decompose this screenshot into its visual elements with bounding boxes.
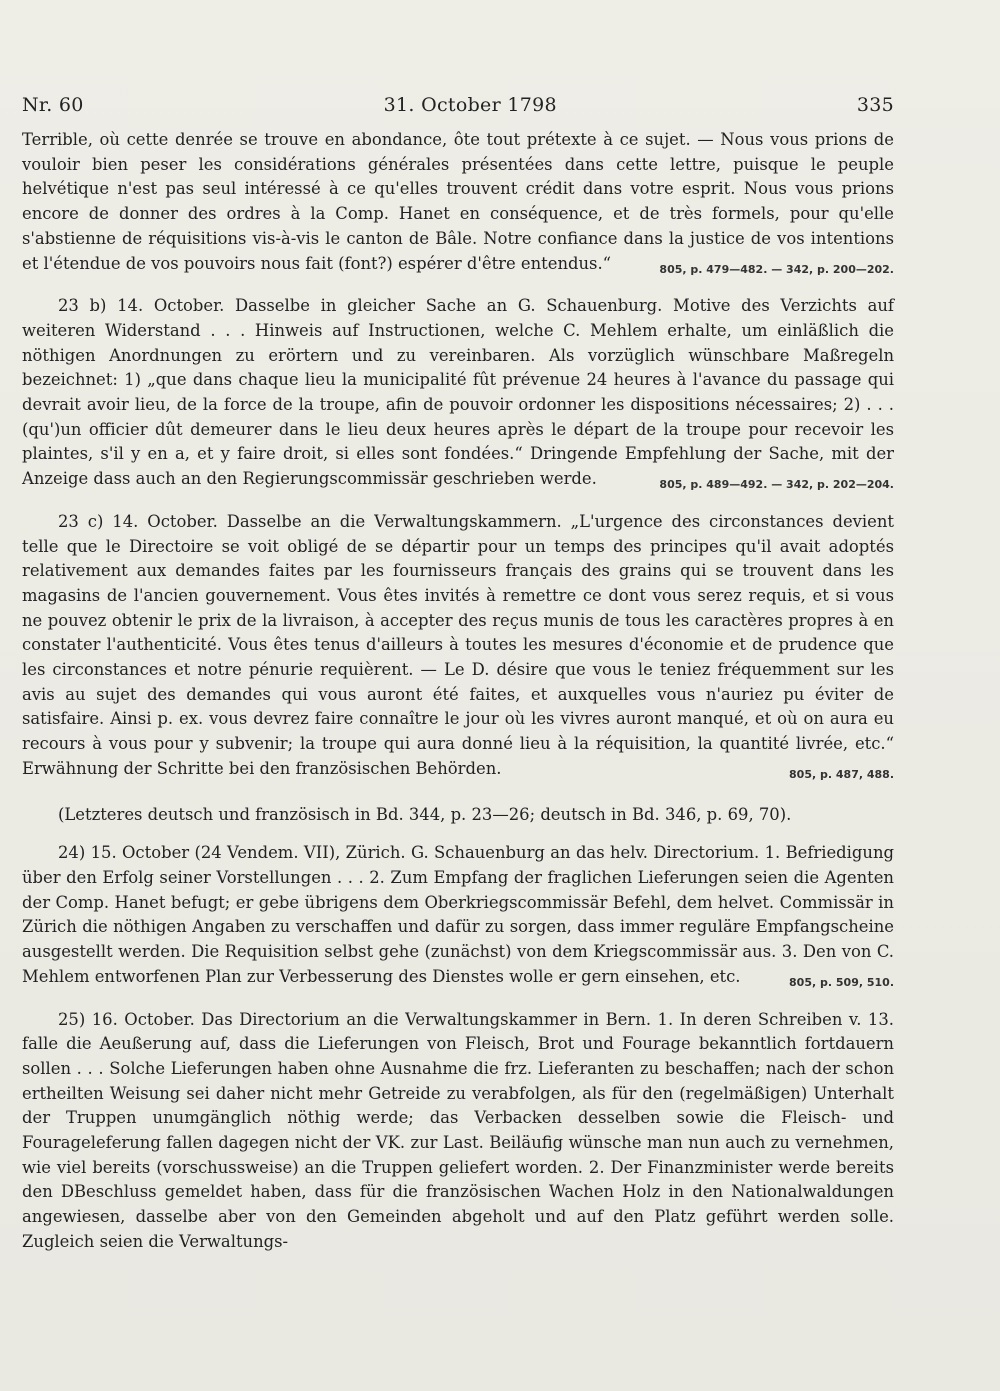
note-paragraph — [22, 803, 894, 828]
page-number: 335 — [856, 94, 894, 116]
paragraph-text: (Letzteres deutsch und französisch in Bd. 344, p. 23—26; deutsch in Bd. 346, p. 69, 70). — [58, 804, 792, 824]
entry-25 — [22, 1008, 894, 1255]
document-number: Nr. 60 — [22, 94, 84, 116]
entry-24 — [22, 841, 894, 989]
paragraph-text: 25) 16. October. Das Directorium an die Verwaltungskammer in Bern. 1. In deren Schreiben v. 13. falle die Aeußerung auf, dass die Lieferungen von Fleisch, Brot und Fourage bekanntlich fortdauern sollen . . . Solche Lieferungen haben ohne Ausnahme die frz. Lieferanten zu beschaffen; nach der schon ertheilten Weisung sei daher nicht mehr Getreide zu verabfolgen, als für den (regelmäßigen) Unterhalt der Truppen unumgänglich nöthig werde; das Verbacken desselben sowie die Fleisch- und Fourageleferung fallen dagegen nicht der VK. zur Last. Beiläufig wünsche man nun auch zu vernehmen, wie viel bereits (vorschussweise) an die Truppen geliefert worden. 2. Der Finanzminister werde bereits den DBeschluss gemeldet haben, dass für die französischen Wachen Holz in den Nationalwaldungen angewiesen, dasselbe aber von den Gemeinden abgeholt und auf den Platz geführt werden solle. Zugleich seien die Verwaltungs- — [22, 1009, 894, 1251]
paragraph-text: 24) 15. October (24 Vendem. VII), Zürich. G. Schauenburg an das helv. Directorium. 1. Befriedigung über den Erfolg seiner Vorstellungen . . . 2. Zum Empfang der fraglichen Lieferungen seien die Agenten der Comp. Hanet befugt; er gebe übrigens dem Oberkriegscommissär Befehl, dem helvet. Commissär in Zürich die nöthigen Angaben zu verschaffen und dafür zu sorgen, dass immer reguläre Empfangscheine ausgestellt werden. Die Requisition selbst gehe (zunächst) von dem Kriegscommissär aus. 3. Den von C. Mehlem entworfenen Plan zur Verbesserung des Dienstes wolle er gern einsehen, etc. — [22, 843, 894, 986]
entry-23b — [22, 294, 894, 492]
page-header — [22, 94, 894, 116]
archive-reference: 805, p. 489—492. — 342, p. 202—204. — [659, 478, 894, 492]
page-body — [22, 128, 894, 1255]
archive-reference: 805, p. 479—482. — 342, p. 200—202. — [659, 262, 894, 276]
paragraph-text: Terrible, où cette denrée se trouve en abondance, ôte tout prétexte à ce sujet. — Nous vous prions de vouloir bien peser les considérations générales présentées dans cette lettre, puisque le peuple helvétique n'est pas seul intéressé à ce qu'elles trouvent crédit dans votre esprit. Nous vous prions encore de donner des ordres à la Comp. Hanet en conséquence, et de très formels, pour qu'elle s'abstienne de réquisitions vis-à-vis le canton de Bâle. Notre confiance dans la justice de vos intentions et l'étendue de vos pouvoirs nous fait (font?) espérer d'être entendus.“ — [22, 130, 894, 273]
paragraph-continuation — [22, 128, 894, 276]
paragraph-text: 23 c) 14. October. Dasselbe an die Verwaltungskammern. „L'urgence des circonstances devient telle que le Directoire se voit obligé de se départir pour un temps des principes qu'il avait adoptés relativement aux demandes faites par les fournisseurs français des grains qui se trouvent dans les magasins de l'ancien gouvernement. Vous êtes invités à remettre ce dont vous serez requis, et si vous ne pouvez obtenir le prix de la livraison, à accepter des reçus munis de tous les caractères propres à en constater l'authenticité. Vous êtes tenus d'ailleurs à toutes les mesures d'économie et de prudence que les circonstances et notre pénurie requièrent. — Le D. désire que vous le teniez fréquemment sur les avis au sujet des demandes qui vous auront été faites, et auxquelles vous n'auriez pu éviter de satisfaire. Ainsi p. ex. vous devrez faire connaître le jour où les vivres auront manqué, et où on aura eu recours à vous pour y subvenir; la troupe qui aura donné lieu à la réquisition, la quantité livrée, etc.“ Erwähnung der Schritte bei den französischen Behörden. — [22, 511, 894, 778]
header-date: 31. October 1798 — [383, 94, 557, 116]
paragraph-text: 23 b) 14. October. Dasselbe in gleicher Sache an G. Schauenburg. Motive des Verzichts auf weiteren Widerstand . . . Hinweis auf Instructionen, welche C. Mehlem erhalte, um einläßlich die nöthigen Anordnungen zu erörtern und zu vereinbaren. Als vorzüglich wünschbare Maßregeln bezeichnet: 1) „que dans chaque lieu la municipalité fût prévenue 24 heures à l'avance du passage qui devrait avoir lieu, de la force de la troupe, afin de pouvoir ordonner les dispositions nécessaires; 2) . . . (qu')un officier dût demeurer dans le lieu deux heures après le départ de la troupe pour recevoir les plaintes, s'il y en a, et y faire droit, si elles sont fondées.“ Dringende Empfehlung der Sache, mit der Anzeige dass auch an den Regierungscommissär geschrieben werde. — [22, 296, 894, 489]
archive-reference: 805, p. 487, 488. — [789, 767, 894, 781]
entry-23c — [22, 510, 894, 782]
archive-reference: 805, p. 509, 510. — [789, 975, 894, 989]
